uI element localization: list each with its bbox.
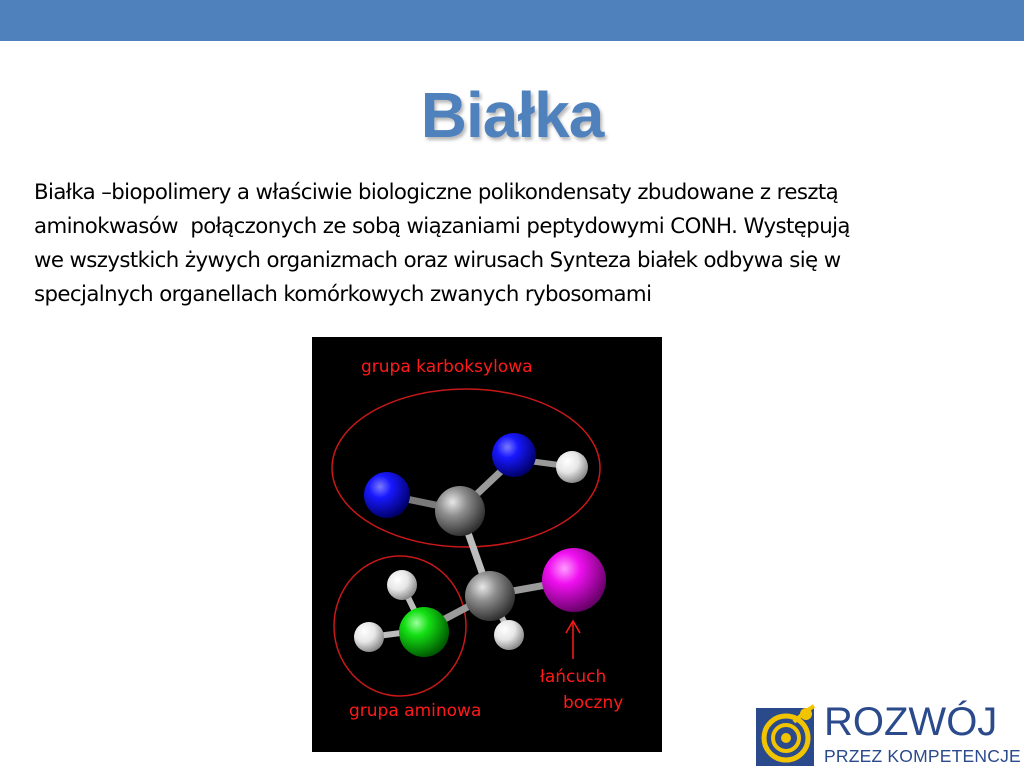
atoms xyxy=(354,433,606,657)
logo-text-rozwoj: ROZWÓJ xyxy=(824,700,998,744)
nitrogen-atom-amino xyxy=(399,607,449,657)
hydrogen-atom-amino-left xyxy=(354,622,384,652)
slide-title: Białka xyxy=(420,79,604,151)
side-chain-label-line2: boczny xyxy=(563,693,624,713)
rozwoj-logo xyxy=(752,700,1024,768)
carboxyl-group-label: grupa karboksylowa xyxy=(361,357,533,377)
alpha-carbon-atom xyxy=(465,571,515,621)
side-chain-atom xyxy=(542,548,606,612)
side-chain-label-line1: łańcuch xyxy=(540,667,607,687)
slide-body-text: Białka –biopolimery a właściwie biologiczne polikondensaty zbudowane z resztą aminokwasów połączonych ze sobą wiązaniami peptydowymi CONH. Występują we wszystkich żywych organizmach oraz wirusach Synteza białek odbywa się w specjalnych organellach komórkowych zwanych rybosomami xyxy=(34,180,850,307)
amino-acid-molecule-image xyxy=(312,337,662,752)
molecule-diagram xyxy=(312,337,662,752)
hydrogen-atom-amino-top xyxy=(387,570,417,600)
top-accent-bar xyxy=(0,0,1024,41)
amino-group-label: grupa aminowa xyxy=(349,701,482,721)
rozwoj-logo-mark-icon xyxy=(756,704,818,766)
blue-atom-left xyxy=(364,472,410,518)
logo-text-przez-kompetencje: PRZEZ KOMPETENCJE xyxy=(824,746,1021,766)
carbon-atom-carboxyl xyxy=(435,486,485,536)
blue-atom-top xyxy=(492,433,536,477)
hydrogen-atom-alpha xyxy=(494,620,524,650)
hydrogen-atom-carboxyl xyxy=(556,451,588,483)
